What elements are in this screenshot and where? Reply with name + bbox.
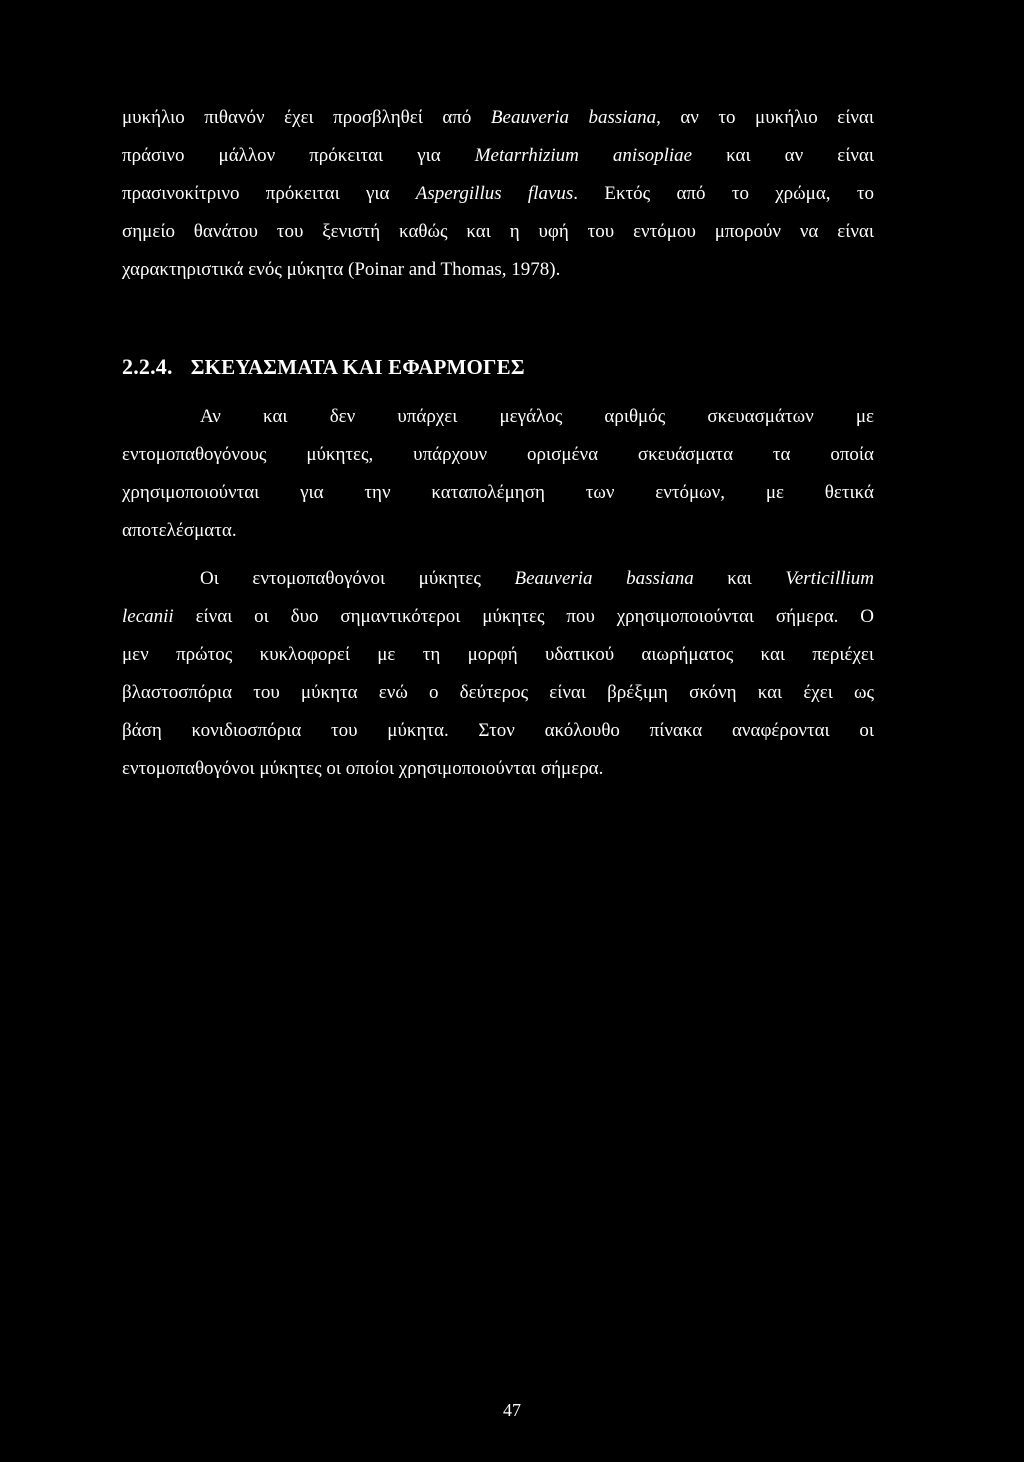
text-line: βλαστοσπόρια του μύκητα ενώ ο δεύτερος είναι βρέξιμη σκόνη και έχει ως bbox=[122, 682, 874, 703]
species-name: Aspergillus flavus bbox=[415, 183, 574, 204]
text-line: μυκήλιο πιθανόν έχει προσβληθεί από Beauveria bassiana, αν το μυκήλιο είναι bbox=[122, 107, 875, 128]
paragraph-fungi-used bbox=[122, 560, 874, 788]
text-line: μεν πρώτος κυκλοφορεί με τη μορφή υδατικού αιωρήματος και περιέχει bbox=[122, 644, 874, 665]
species-name: lecanii bbox=[122, 606, 174, 627]
text-line: σημείο θανάτου του ξενιστή καθώς και η υφή του εντόμου μπορούν να είναι bbox=[122, 221, 874, 242]
species-name: Verticillium bbox=[785, 568, 874, 589]
text-line: χρησιμοποιούνται για την καταπολέμηση των εντόμων, με θετικά bbox=[122, 482, 874, 503]
page-number: 47 bbox=[503, 1400, 521, 1420]
section-title: ΣΚΕΥΑΣΜΑΤΑ ΚΑΙ ΕΦΑΡΜΟΓΕΣ bbox=[190, 355, 525, 379]
text-line: χαρακτηριστικά ενός μύκητα (Poinar and Thomas, 1978). bbox=[122, 259, 561, 280]
text-line: βάση κονιδιοσπόρια του μύκητα. Στον ακόλουθο πίνακα αναφέρονται οι bbox=[122, 720, 874, 741]
text-line: lecanii είναι οι δυο σημαντικότεροι μύκητες που χρησιμοποιούνται σήμερα. Ο bbox=[122, 606, 874, 627]
species-name: Beauveria bassiana bbox=[514, 568, 694, 589]
text-line: αποτελέσματα. bbox=[122, 520, 237, 541]
species-name: Metarrhizium anisopliae bbox=[474, 145, 693, 166]
paragraph-fungal-color bbox=[122, 99, 874, 289]
text-line: πρασινοκίτρινο πρόκειται για Aspergillus flavus. Εκτός από το χρώμα, το bbox=[122, 183, 874, 204]
text-line: πράσινο μάλλον πρόκειται για Metarrhizium anisopliae και αν είναι bbox=[122, 145, 874, 166]
text-line: εντομοπαθογόνοι μύκητες οι οποίοι χρησιμοποιούνται σήμερα. bbox=[122, 758, 604, 779]
section-heading bbox=[122, 354, 525, 380]
text-line: εντομοπαθογόνους μύκητες, υπάρχουν ορισμένα σκευάσματα τα οποία bbox=[122, 444, 874, 465]
paragraph-preparations bbox=[122, 398, 874, 550]
species-name: Beauveria bassiana bbox=[490, 107, 657, 128]
text-line: Οι εντομοπαθογόνοι μύκητες Beauveria bassiana και Verticillium bbox=[200, 568, 874, 589]
text-line: Αν και δεν υπάρχει μεγάλος αριθμός σκευασμάτων με bbox=[200, 406, 874, 427]
section-number: 2.2.4. bbox=[122, 354, 173, 379]
